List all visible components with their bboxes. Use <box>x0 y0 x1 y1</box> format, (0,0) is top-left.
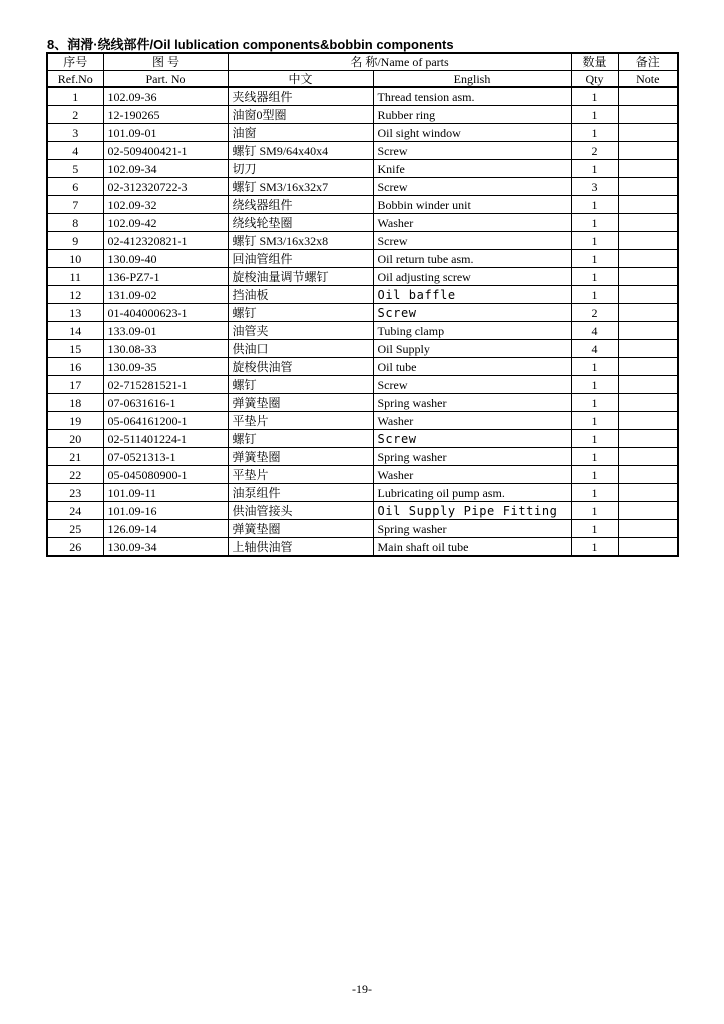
ref-no-cell: 23 <box>47 484 103 502</box>
note-cell <box>618 142 678 160</box>
chinese-name-cell: 旋梭油量调节螺钉 <box>228 268 373 286</box>
ref-no-cell: 10 <box>47 250 103 268</box>
part-no-cell: 101.09-11 <box>103 484 228 502</box>
chinese-name-cell: 螺钉 <box>228 430 373 448</box>
table-row <box>47 124 678 142</box>
english-name-cell: Oil sight window <box>373 124 571 142</box>
note-cell <box>618 87 678 106</box>
part-no-cell: 102.09-36 <box>103 87 228 106</box>
note-cell <box>618 304 678 322</box>
table-row <box>47 196 678 214</box>
qty-cell: 1 <box>571 160 618 178</box>
english-name-cell: Washer <box>373 466 571 484</box>
table-row <box>47 412 678 430</box>
chinese-name-cell: 螺钉 <box>228 304 373 322</box>
english-name-cell: Thread tension asm. <box>373 87 571 106</box>
part-no-cell: 133.09-01 <box>103 322 228 340</box>
english-name-cell: Oil return tube asm. <box>373 250 571 268</box>
chinese-name-cell: 弹簧垫圈 <box>228 394 373 412</box>
note-cell <box>618 250 678 268</box>
header-part-cn: 图 号 <box>103 53 228 71</box>
english-name-cell: Screw <box>373 430 571 448</box>
note-cell <box>618 484 678 502</box>
qty-cell: 1 <box>571 268 618 286</box>
chinese-name-cell: 油泵组件 <box>228 484 373 502</box>
qty-cell: 1 <box>571 87 618 106</box>
qty-cell: 1 <box>571 538 618 557</box>
part-no-cell: 102.09-42 <box>103 214 228 232</box>
part-no-cell: 05-064161200-1 <box>103 412 228 430</box>
english-name-cell: Washer <box>373 214 571 232</box>
qty-cell: 1 <box>571 394 618 412</box>
qty-cell: 1 <box>571 196 618 214</box>
ref-no-cell: 22 <box>47 466 103 484</box>
qty-cell: 1 <box>571 358 618 376</box>
note-cell <box>618 322 678 340</box>
ref-no-cell: 20 <box>47 430 103 448</box>
ref-no-cell: 8 <box>47 214 103 232</box>
table-row <box>47 502 678 520</box>
part-no-cell: 130.09-40 <box>103 250 228 268</box>
english-name-cell: Lubricating oil pump asm. <box>373 484 571 502</box>
english-name-cell: Oil adjusting screw <box>373 268 571 286</box>
note-cell <box>618 196 678 214</box>
qty-cell: 1 <box>571 250 618 268</box>
ref-no-cell: 1 <box>47 87 103 106</box>
english-name-cell: Oil Supply Pipe Fitting <box>373 502 571 520</box>
chinese-name-cell: 供油管接头 <box>228 502 373 520</box>
note-cell <box>618 520 678 538</box>
english-name-cell: Spring washer <box>373 394 571 412</box>
ref-no-cell: 14 <box>47 322 103 340</box>
part-no-cell: 131.09-02 <box>103 286 228 304</box>
note-cell <box>618 124 678 142</box>
part-no-cell: 130.09-34 <box>103 538 228 557</box>
ref-no-cell: 18 <box>47 394 103 412</box>
note-cell <box>618 376 678 394</box>
part-no-cell: 101.09-16 <box>103 502 228 520</box>
header-part-en: Part. No <box>103 71 228 88</box>
part-no-cell: 102.09-32 <box>103 196 228 214</box>
qty-cell: 1 <box>571 376 618 394</box>
ref-no-cell: 24 <box>47 502 103 520</box>
qty-cell: 4 <box>571 322 618 340</box>
ref-no-cell: 13 <box>47 304 103 322</box>
header-ref-cn: 序号 <box>47 53 103 71</box>
chinese-name-cell: 弹簧垫圈 <box>228 448 373 466</box>
note-cell <box>618 466 678 484</box>
chinese-name-cell: 螺钉 SM9/64x40x4 <box>228 142 373 160</box>
ref-no-cell: 25 <box>47 520 103 538</box>
ref-no-cell: 5 <box>47 160 103 178</box>
part-no-cell: 02-511401224-1 <box>103 430 228 448</box>
english-name-cell: Screw <box>373 304 571 322</box>
english-name-cell: Spring washer <box>373 448 571 466</box>
english-name-cell: Screw <box>373 178 571 196</box>
table-row <box>47 106 678 124</box>
qty-cell: 1 <box>571 520 618 538</box>
english-name-cell: Knife <box>373 160 571 178</box>
table-row <box>47 232 678 250</box>
qty-cell: 1 <box>571 286 618 304</box>
qty-cell: 1 <box>571 430 618 448</box>
header-note-en: Note <box>618 71 678 88</box>
chinese-name-cell: 螺钉 SM3/16x32x7 <box>228 178 373 196</box>
part-no-cell: 02-715281521-1 <box>103 376 228 394</box>
parts-table-body <box>47 87 678 556</box>
table-row <box>47 322 678 340</box>
part-no-cell: 102.09-34 <box>103 160 228 178</box>
english-name-cell: Spring washer <box>373 520 571 538</box>
qty-cell: 1 <box>571 448 618 466</box>
part-no-cell: 130.09-35 <box>103 358 228 376</box>
part-no-cell: 05-045080900-1 <box>103 466 228 484</box>
table-row <box>47 520 678 538</box>
part-no-cell: 136-PZ7-1 <box>103 268 228 286</box>
chinese-name-cell: 油窗0型圈 <box>228 106 373 124</box>
ref-no-cell: 2 <box>47 106 103 124</box>
table-row <box>47 304 678 322</box>
section-title: 8、润滑·绕线部件/Oil lublication components&bobbin components <box>47 37 454 52</box>
header-name-en: English <box>373 71 571 88</box>
header-name-group: 名 称/Name of parts <box>228 53 571 71</box>
english-name-cell: Screw <box>373 142 571 160</box>
qty-cell: 4 <box>571 340 618 358</box>
chinese-name-cell: 平垫片 <box>228 466 373 484</box>
qty-cell: 1 <box>571 484 618 502</box>
qty-cell: 1 <box>571 412 618 430</box>
table-row <box>47 142 678 160</box>
ref-no-cell: 4 <box>47 142 103 160</box>
ref-no-cell: 26 <box>47 538 103 557</box>
qty-cell: 1 <box>571 124 618 142</box>
qty-cell: 2 <box>571 304 618 322</box>
chinese-name-cell: 弹簧垫圈 <box>228 520 373 538</box>
ref-no-cell: 21 <box>47 448 103 466</box>
qty-cell: 3 <box>571 178 618 196</box>
part-no-cell: 07-0521313-1 <box>103 448 228 466</box>
qty-cell: 1 <box>571 214 618 232</box>
part-no-cell: 130.08-33 <box>103 340 228 358</box>
part-no-cell: 07-0631616-1 <box>103 394 228 412</box>
ref-no-cell: 19 <box>47 412 103 430</box>
table-row <box>47 376 678 394</box>
english-name-cell: Bobbin winder unit <box>373 196 571 214</box>
note-cell <box>618 358 678 376</box>
note-cell <box>618 268 678 286</box>
table-row <box>47 160 678 178</box>
chinese-name-cell: 油管夹 <box>228 322 373 340</box>
table-row <box>47 286 678 304</box>
english-name-cell: Rubber ring <box>373 106 571 124</box>
ref-no-cell: 11 <box>47 268 103 286</box>
chinese-name-cell: 夹线器组件 <box>228 87 373 106</box>
ref-no-cell: 17 <box>47 376 103 394</box>
header-ref-en: Ref.No <box>47 71 103 88</box>
qty-cell: 2 <box>571 142 618 160</box>
part-no-cell: 02-412320821-1 <box>103 232 228 250</box>
chinese-name-cell: 螺钉 <box>228 376 373 394</box>
table-row <box>47 466 678 484</box>
chinese-name-cell: 油窗 <box>228 124 373 142</box>
part-no-cell: 101.09-01 <box>103 124 228 142</box>
chinese-name-cell: 绕线轮垫圈 <box>228 214 373 232</box>
note-cell <box>618 340 678 358</box>
part-no-cell: 12-190265 <box>103 106 228 124</box>
note-cell <box>618 286 678 304</box>
note-cell <box>618 448 678 466</box>
ref-no-cell: 3 <box>47 124 103 142</box>
ref-no-cell: 6 <box>47 178 103 196</box>
page-number: -19- <box>352 982 372 996</box>
header-name-cn: 中文 <box>228 71 373 88</box>
ref-no-cell: 9 <box>47 232 103 250</box>
note-cell <box>618 502 678 520</box>
ref-no-cell: 16 <box>47 358 103 376</box>
table-row <box>47 394 678 412</box>
table-row <box>47 250 678 268</box>
note-cell <box>618 178 678 196</box>
parts-table <box>46 52 679 557</box>
parts-table-header <box>47 53 678 87</box>
table-row <box>47 448 678 466</box>
qty-cell: 1 <box>571 502 618 520</box>
header-qty-en: Qty <box>571 71 618 88</box>
ref-no-cell: 15 <box>47 340 103 358</box>
qty-cell: 1 <box>571 106 618 124</box>
english-name-cell: Oil tube <box>373 358 571 376</box>
note-cell <box>618 106 678 124</box>
table-row <box>47 538 678 557</box>
ref-no-cell: 12 <box>47 286 103 304</box>
chinese-name-cell: 旋梭供油管 <box>228 358 373 376</box>
part-no-cell: 126.09-14 <box>103 520 228 538</box>
chinese-name-cell: 回油管组件 <box>228 250 373 268</box>
note-cell <box>618 430 678 448</box>
english-name-cell: Oil Supply <box>373 340 571 358</box>
table-row <box>47 340 678 358</box>
english-name-cell: Oil baffle <box>373 286 571 304</box>
header-qty-cn: 数量 <box>571 53 618 71</box>
note-cell <box>618 214 678 232</box>
english-name-cell: Main shaft oil tube <box>373 538 571 557</box>
qty-cell: 1 <box>571 232 618 250</box>
chinese-name-cell: 切刀 <box>228 160 373 178</box>
chinese-name-cell: 挡油板 <box>228 286 373 304</box>
english-name-cell: Tubing clamp <box>373 322 571 340</box>
chinese-name-cell: 供油口 <box>228 340 373 358</box>
english-name-cell: Screw <box>373 376 571 394</box>
table-row <box>47 214 678 232</box>
qty-cell: 1 <box>571 466 618 484</box>
table-row <box>47 87 678 106</box>
chinese-name-cell: 平垫片 <box>228 412 373 430</box>
table-row <box>47 430 678 448</box>
part-no-cell: 01-404000623-1 <box>103 304 228 322</box>
table-row <box>47 268 678 286</box>
table-row <box>47 358 678 376</box>
part-no-cell: 02-312320722-3 <box>103 178 228 196</box>
note-cell <box>618 160 678 178</box>
english-name-cell: Screw <box>373 232 571 250</box>
chinese-name-cell: 螺钉 SM3/16x32x8 <box>228 232 373 250</box>
part-no-cell: 02-509400421-1 <box>103 142 228 160</box>
chinese-name-cell: 上轴供油管 <box>228 538 373 557</box>
note-cell <box>618 394 678 412</box>
english-name-cell: Washer <box>373 412 571 430</box>
header-note-cn: 备注 <box>618 53 678 71</box>
ref-no-cell: 7 <box>47 196 103 214</box>
note-cell <box>618 538 678 557</box>
note-cell <box>618 412 678 430</box>
note-cell <box>618 232 678 250</box>
table-row <box>47 178 678 196</box>
chinese-name-cell: 绕线器组件 <box>228 196 373 214</box>
table-row <box>47 484 678 502</box>
